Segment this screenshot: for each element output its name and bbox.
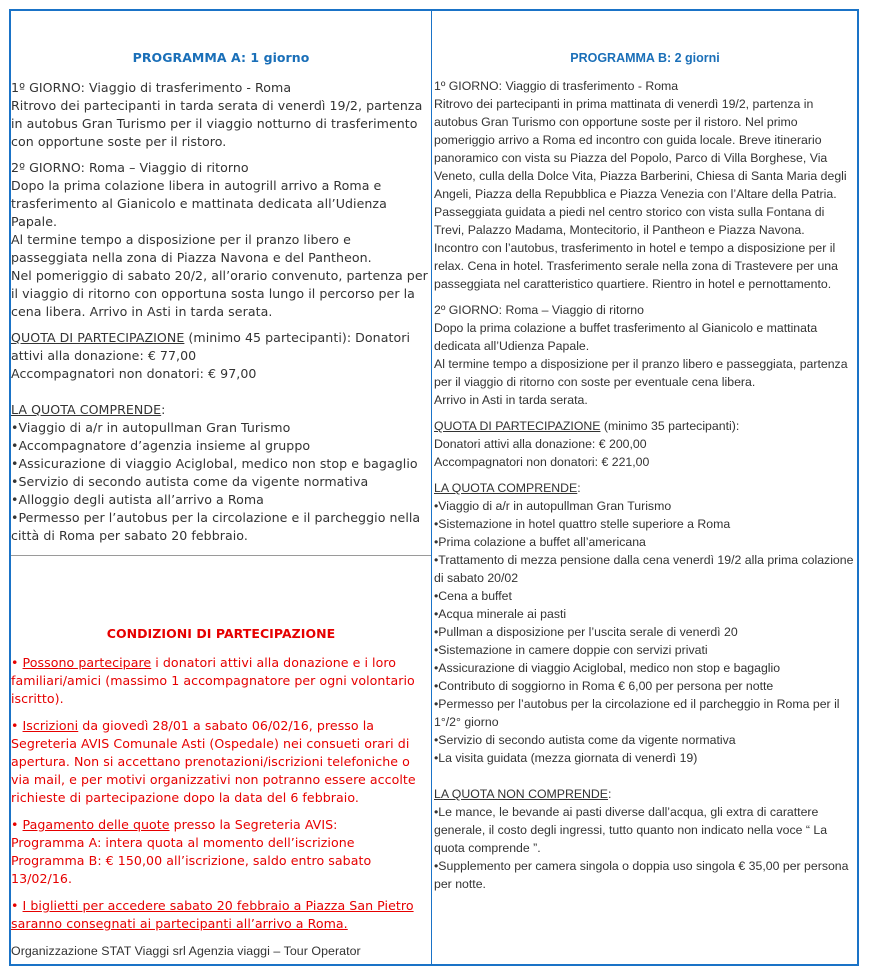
program-b-quota-label: QUOTA DI PARTECIPAZIONE xyxy=(434,419,601,433)
conditions-item-3 xyxy=(11,816,431,888)
conditions-link-biglietti[interactable]: I biglietti per accedere sabato 20 febbraio a Piazza San Pietro saranno consegnati ai partecipanti all’arrivo a Roma. xyxy=(11,898,414,931)
program-b-section xyxy=(434,50,856,901)
program-b-quota xyxy=(434,417,856,471)
bullet: • xyxy=(11,718,23,733)
program-b-includes-list: •Viaggio di a/r in autopullman Gran Turismo •Sistemazione in hotel quattro stelle superiore a Roma •Prima colazione a buffet all’americana •Trattamento di mezza pensione dalla cena venerdì 19/2 alla prima colazione di sabato 20/02 •Cena a buffet •Acqua minerale ai pasti •Pullman a disposizione per l’uscita serale di venerdì 20 •Sistemazione in camere doppie con servizi privati •Assicurazione di viaggio Aciglobal, medico non stop e bagaglio •Contributo di soggiorno in Roma € 6,00 per persona per notte •Permesso per l’autobus per la circolazione ed il parcheggio in Roma per il 1°/2° giorno •Servizio di secondo autista come da vigente normativa •La visita guidata (mezza giornata di venerdì 19) xyxy=(434,499,854,765)
conditions-item-3-text: presso la Segreteria AVIS: Programma A: intera quota al momento dell’iscrizione Programma B: € 150,00 all’iscrizione, saldo entro sabato 13/02/16. xyxy=(11,817,372,886)
program-b-day1: 1º GIORNO: Viaggio di trasferimento - Roma Ritrovo dei partecipanti in prima mattinata di venerdì 19/2, partenza in autobus Gran Turismo con opportune soste per il ristoro. Nel primo pomeriggio arrivo a Roma ed incontro con guida locale. Breve itinerario panoramico con vista su Piazza del Popolo, Parco di Villa Borghese, Via Veneto, culla della Dolce Vita, Piazza Barberini, Chiesa di Santa Maria degli Angeli, Piazza della Repubblica e Piazza Venezia con l’Altare della Patria. Passeggiata guidata a piedi nel centro storico con vista sulla Fontana di Trevi, Palazzo Madama, Montecitorio, il Pantheon e Piazza Navona. Incontro con l’autobus, trasferimento in hotel e tempo a disposizione per il relax. Cena in hotel. Trasferimento serale nella zona di Trastevere per una passeggiata nel caratteristico quartiere. Rientro in hotel e pernottamento. xyxy=(434,79,847,291)
conditions-link-pagamento[interactable]: Pagamento delle quote xyxy=(22,817,170,832)
program-b-includes xyxy=(434,479,856,767)
program-a-includes-colon: : xyxy=(161,402,166,417)
program-b-excludes-list: •Le mance, le bevande ai pasti diverse dall’acqua, gli extra di carattere generale, il costo degli ingressi, tutto quanto non indicato nella voce “ La quota comprende ”. •Supplemento per camera singola o doppia uso singola € 35,00 per persona per notte. xyxy=(434,805,849,891)
program-a-includes xyxy=(11,401,431,545)
program-a-day1: 1º GIORNO: Viaggio di trasferimento - Roma Ritrovo dei partecipanti in tarda serata di venerdì 19/2, partenza in autobus Gran Turismo per il viaggio notturno di trasferimento con opportune soste per il ristoro. xyxy=(11,80,423,149)
program-a-quota-text: (minimo 45 partecipanti): Donatori attivi alla donazione: € 77,00 Accompagnatori non donatori: € 97,00 xyxy=(11,330,411,381)
conditions-item-2-text: da giovedì 28/01 a sabato 06/02/16, presso la Segreteria AVIS Comunale Asti (Ospedale) nei consueti orari di apertura. Non si accettano prenotazioni/iscrizioni telefoniche o via mail, e per motivi organizzativi non potranno essere accolte richieste di partecipazione dopo la data del 6 febbraio. xyxy=(11,718,416,805)
conditions-link-iscrizioni[interactable]: Iscrizioni xyxy=(22,718,79,733)
program-b-quota-text: (minimo 35 partecipanti): Donatori attivi alla donazione: € 200,00 Accompagnatori non donatori: € 221,00 xyxy=(434,419,740,469)
program-b-includes-label: LA QUOTA COMPRENDE xyxy=(434,481,578,495)
organizer-text: Organizzazione STAT Viaggi srl Agenzia viaggi – Tour Operator xyxy=(11,944,361,958)
section-divider xyxy=(11,555,431,556)
conditions-title: CONDIZIONI DI PARTECIPAZIONE xyxy=(106,626,336,641)
bullet: • xyxy=(11,655,23,670)
program-b-excludes-label: LA QUOTA NON COMPRENDE xyxy=(434,787,609,801)
program-a-includes-list: •Viaggio di a/r in autopullman Gran Turismo •Accompagnatore d’agenzia insieme al gruppo •Assicurazione di viaggio Aciglobal, medico non stop e bagaglio •Servizio di secondo autista come da vigente normativa •Alloggio degli autista all’arrivo a Roma •Permesso per l’autobus per la circolazione e il parcheggio nella città di Roma per sabato 20 febbraio. xyxy=(11,420,421,543)
program-b-excludes xyxy=(434,785,856,893)
program-b-day2: 2º GIORNO: Roma – Viaggio di ritorno Dopo la prima colazione a buffet trasferimento al Gianicolo e mattinata dedicata all’Udienza Papale. Al termine tempo a disposizione per il pranzo libero e passeggiata, partenza per il viaggio di ritorno con soste per eventuale cena libera. Arrivo in Asti in tarda serata. xyxy=(434,303,848,407)
program-b-title: PROGRAMMA B: 2 giorni xyxy=(570,51,720,65)
program-a-quota xyxy=(11,329,431,383)
conditions-link-partecipare[interactable]: Possono partecipare xyxy=(22,655,152,670)
conditions-item-1 xyxy=(11,654,431,708)
program-b-includes-colon: : xyxy=(577,481,581,495)
column-divider xyxy=(431,9,432,966)
program-a-title: PROGRAMMA A: 1 giorno xyxy=(132,50,310,65)
bullet: • xyxy=(11,817,23,832)
program-a-day2: 2º GIORNO: Roma – Viaggio di ritorno Dopo la prima colazione libera in autogrill arrivo a Roma e trasferimento al Gianicolo e mattinata dedicata all’Udienza Papale. Al termine tempo a disposizione per il pranzo libero e passeggiata nella zona di Piazza Navona e del Pantheon. Nel pomeriggio di sabato 20/2, all’orario convenuto, partenza per il viaggio di ritorno con opportuna sosta lungo il percorso per la cena libera. Arrivo in Asti in tarda serata. xyxy=(11,160,428,319)
program-a-quota-label: QUOTA DI PARTECIPAZIONE xyxy=(11,330,185,345)
program-a-includes-label: LA QUOTA COMPRENDE xyxy=(11,402,162,417)
conditions-item-4 xyxy=(11,897,431,933)
conditions-item-2 xyxy=(11,717,431,807)
bullet: • xyxy=(11,898,23,913)
program-b-excludes-colon: : xyxy=(608,787,612,801)
conditions-section xyxy=(11,626,431,960)
program-a-section xyxy=(11,50,431,553)
conditions-item-1-text: i donatori attivi alla donazione e i loro familiari/amici (massimo 1 accompagnatore per ogni volontario iscritto). xyxy=(11,655,415,706)
